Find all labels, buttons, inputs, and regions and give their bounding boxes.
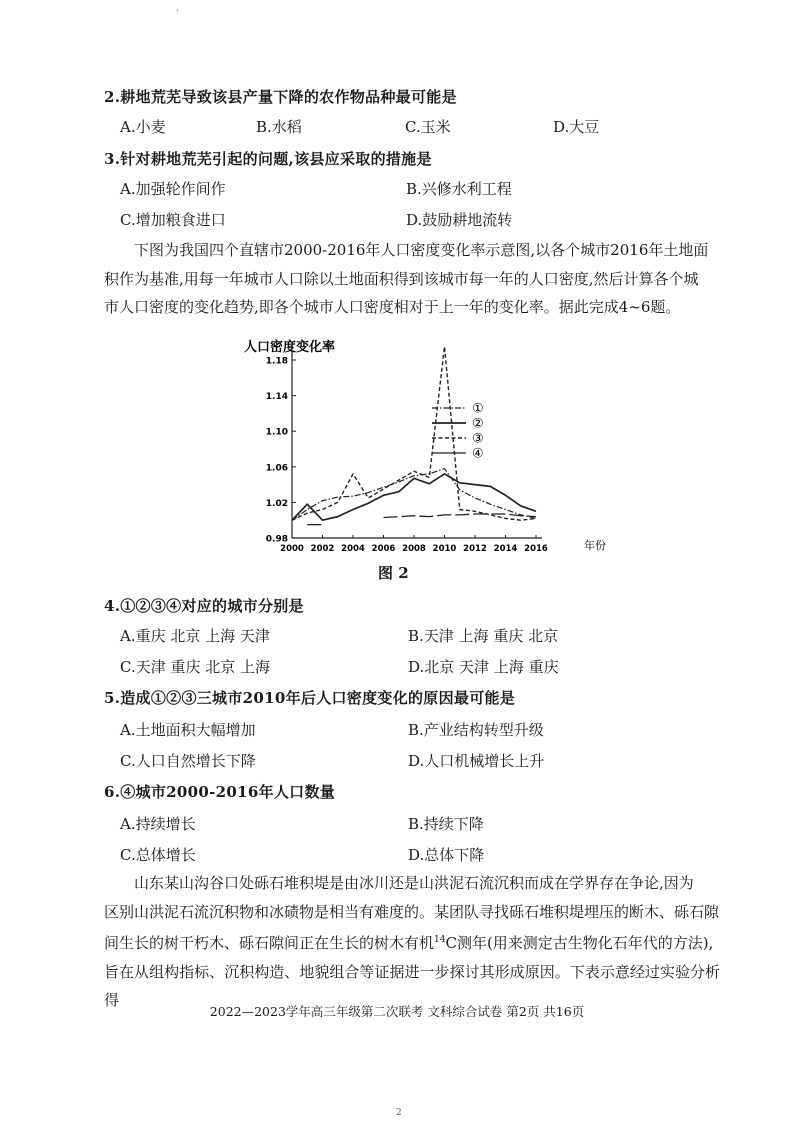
final-line-1: 山东某山沟谷口处砾石堆积堤是由冰川还是山洪泥石流沉积而成在学界存在争论,因为 [134,874,694,892]
question-4-option-d: D.北京 天津 上海 重庆 [408,658,559,676]
question-3-stem: 3.针对耕地荒芜引起的问题,该县应采取的措施是 [104,150,432,168]
final-line-4: 旨在从组构指标、沉积构造、地貌组合等证据进一步探讨其形成原因。下表示意经过实验分析得 [104,962,720,1009]
legend-label-1: ① [472,401,484,417]
final-line-3-post: C测年(用来测定古生物化石年代的方法), [445,934,714,952]
y-tick-label: 1.10 [265,427,288,438]
intro-line-3: 市人口密度的变化趋势,即各个城市人口密度相对于上一年的变化率。据此完成4~6题。 [104,298,681,316]
question-2-option-b: B.水稻 [256,118,302,136]
question-5-stem: 5.造成①②③三城市2010年后人口密度变化的原因最可能是 [104,689,516,707]
series-1-line [292,469,536,521]
x-tick-label: 2000 [280,544,304,554]
question-6-option-c: C.总体增长 [120,846,196,864]
final-paragraph [104,869,720,1015]
y-tick-label: 1.18 [265,356,288,367]
x-tick-label: 2010 [432,544,457,554]
x-axis-label: 年份 [584,539,606,552]
question-6-option-b: B.持续下降 [408,815,484,833]
question-3-option-a: A.加强轮作间作 [120,180,226,198]
question-4-stem: 4.①②③④对应的城市分别是 [104,597,304,615]
x-tick-label: 2006 [371,544,396,554]
question-2-option-c: C.玉米 [405,118,451,136]
question-3-option-b: B.兴修水利工程 [406,180,512,198]
question-3-option-d: D.鼓励耕地流转 [406,211,513,229]
population-density-chart [240,336,620,568]
y-tick-label: 1.14 [265,392,288,403]
intro-paragraph [104,236,720,322]
intro-line-1: 下图为我国四个直辖市2000-2016年人口密度变化率示意图,以各个城市2016年土地面 [134,241,709,259]
chart-series [292,347,536,525]
question-6-option-d: D.总体下降 [408,846,485,864]
intro-line-2: 积作为基准,用每一年城市人口除以土地面积得到该城市每一年的人口密度,然后计算各个城 [104,269,699,288]
figure-caption: 图 2 [378,564,409,582]
y-axis-label: 人口密度变化率 [244,340,336,355]
question-5-option-a: A.土地面积大幅增加 [120,721,256,739]
question-2-stem: 2.耕地荒芜导致该县产量下降的农作物品种最可能是 [104,88,457,106]
page-number: 2 [396,1108,402,1118]
x-tick-label: 2004 [341,544,365,554]
y-tick-label: 1.06 [265,463,288,474]
chart-legend [432,402,484,462]
legend-label-2: ② [472,416,484,432]
series-4-line [384,514,537,518]
y-tick-label: 1.02 [265,498,288,509]
x-tick-label: 2012 [463,544,487,554]
final-line-2: 区别山洪泥石流沉积物和冰碛物是相当有难度的。某团队寻找砾石堆积堤埋压的断木、砾石隙 [104,902,720,921]
series-3-line [292,347,536,521]
y-tick-label: 0.98 [265,534,288,545]
page-footer: 2022—2023学年高三年级第二次联考 文科综合试卷 第2页 共16页 [209,1004,585,1019]
scan-mark: , [176,2,180,13]
isotope-superscript: 14 [434,935,446,945]
question-4-option-a: A.重庆 北京 上海 天津 [120,627,270,645]
x-tick-label: 2002 [310,544,335,554]
series-2-line [292,474,536,520]
question-4-option-c: C.天津 重庆 北京 上海 [120,658,271,676]
question-6-stem: 6.④城市2000-2016年人口数量 [104,783,336,801]
question-4-option-b: B.天津 上海 重庆 北京 [408,627,559,645]
final-line-3 [104,926,720,958]
chart-svg [240,336,620,568]
legend-label-4: ④ [472,446,484,462]
question-5-option-d: D.人口机械增长上升 [408,752,545,770]
final-line-3-pre: 间生长的树干朽木、砾石隙间正在生长的树木有机 [104,934,435,952]
question-5-option-b: B.产业结构转型升级 [408,721,544,739]
question-2-option-a: A.小麦 [120,118,166,136]
question-2-option-d: D.大豆 [553,118,600,136]
legend-label-3: ③ [472,431,484,447]
x-tick-label: 2014 [493,544,518,554]
question-6-option-a: A.持续增长 [120,815,196,833]
x-tick-label: 2016 [524,544,548,554]
question-3-option-c: C.增加粮食进口 [120,211,226,229]
x-tick-label: 2008 [402,544,426,554]
question-5-option-c: C.人口自然增长下降 [120,752,256,770]
